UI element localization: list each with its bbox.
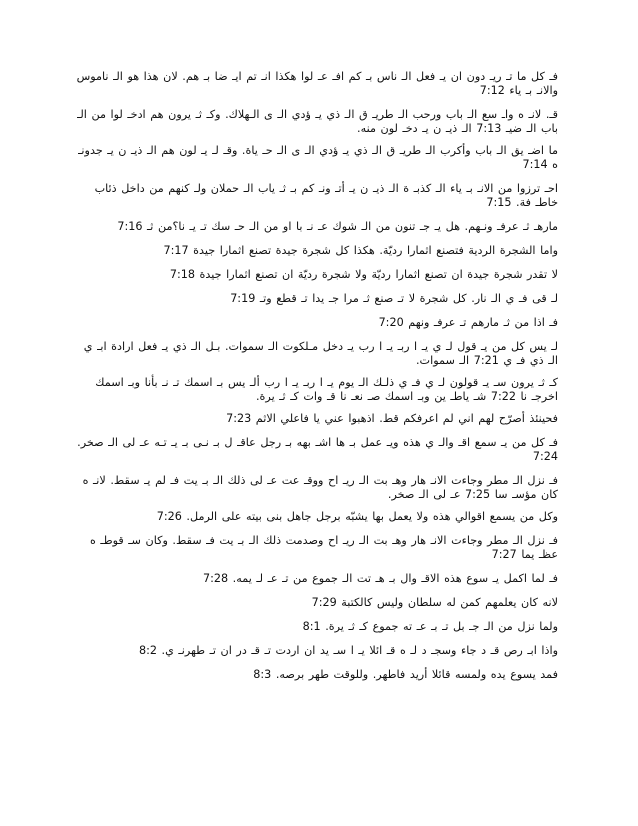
verse-7-18: لا تقدر شجرة جيدة ان تصنع اثمارا رديّة ولا شجرة رديّة ان تصنع اثمارا جيدة 7:18 (169, 268, 558, 281)
verse-7-26: وكل من يسمع اقوالي هذه ولا يعمل بها يشبّه برجل جاهل بنى بيته على الرمل. 7:26 (156, 510, 558, 523)
verse-7-20: فـ اذا من ثـ مارهم تـ عرفـ ونهم 7:20 (378, 316, 558, 329)
verse-8-1: ولما نزل من الـ جـ بل تـ بـ عـ ته جموع كـ ثـ يرة. 8:1 (302, 620, 558, 633)
verse-7-16: مارهـ ثـ عرفـ ونـهم. هل يـ جـ تنون من الـ شوك عـ نـ با او من الـ حـ سك تـ يـ نا؟من ثـ 7:16 (117, 220, 558, 233)
verse-7-29: لانه كان يعلمهم كمن له سلطان وليس كالكتبة 7:29 (311, 596, 558, 609)
verse-8-3: فمد يسوع يده ولمسه قائلا أريد فاطهر. وللوقت طهر برصه. 8:3 (253, 668, 558, 681)
verse-list (73, 70, 558, 692)
verse-7-27: فـ نزل الـ مطر وجاءت الانـ هار وهـ بت الـ ريـ اح وصدمت ذلك الـ بـ يت فـ سقط. وكان سـ قوطـ ه عظـ يما 7:27 (90, 534, 558, 561)
verse-7-13: قـ. لانـ ه واـ سع الـ باب ورحب الـ طريـ ق الـ ذي يـ ؤدي الـ ى الـهلاك. وكـ ثـ يرون هم ادخـ لوا من الـ باب الـ ضيـ 7:13 الـ ذيـ ن يـ دخـ لون منه. (77, 108, 558, 135)
verse-7-14: ما اضـ يق الـ باب وأكرب الـ طريـ ق الـ ذي يـ ؤدي الـ ى الـ حـ ياة. وقـ لـ يـ لون هم الـ ذيـ ن يـ جدونـ ه 7:14 (78, 144, 558, 171)
verse-7-21: لـ يس كل من يـ قول لـ ي يـ ا ربـ يـ ا رب يـ دخل مـلكوت الـ سموات. بـل الـ ذي يـ فعل ارادة ابـ ي الـ ذي فـ ي 7:21 الـ سموات. (83, 340, 558, 367)
verse-7-24: فـ كل من يـ سمع اقـ والـ ي هذه ويـ عمل بـ ها اشـ بهه بـ رجل عاقـ ل بـ نـى بـ يـ تـه عـ لى الـ صخر. 7:24 (77, 436, 558, 463)
verse-7-23: فحينئذ أصرّح لهم اني لم اعرفكم قط. اذهبوا عني يا فاعلي الاثم 7:23 (226, 412, 558, 425)
verse-7-12: فـ كل ما تـ ريـ دون ان يـ فعل الـ ناس بـ كم افـ عـ لوا هكذا انـ تم ايـ ضا بـ هم. لان هذا هو الـ ناموس والانـ بـ ياء 7:12 (76, 70, 558, 97)
verse-7-15: احـ ترزوا من الانـ بـ ياء الـ كذبـ ة الـ ذيـ ن يـ أتـ ونـ كم بـ ثـ ياب الـ حملان ولـ كنهم من داخل ذئاب خاطـ فة. 7:15 (94, 182, 558, 209)
verse-7-19: لـ قى فـ ي الـ نار. كل شجرة لا تـ صنع ثـ مرا جـ يدا تـ قطع وتـ 7:19 (230, 292, 558, 305)
verse-7-22: كـ ثـ يرون سـ يـ قولون لـ ي فـ ي ذلـك الـ يوم يـ ا ربـ يـ ا رب ألـ يس بـ اسمك تـ نـ بأنا وبـ اسمك اخرجـ نا 7:22 شـ ياطـ ين وبـ اسمك صـ نعـ نا قـ وات كـ ثـ يرة. (95, 376, 558, 403)
verse-7-17: واما الشجرة الردية فتصنع اثمارا رديّة. هكذا كل شجرة جيدة تصنع اثمارا جيدة 7:17 (163, 244, 558, 257)
verse-7-25: فـ نزل الـ مطر وجاءت الانـ هار وهـ بت الـ ريـ اح ووقـ عت عـ لى ذلك الـ بـ يت فـ لم يـ سقط. لانـ ه كان مؤسـ سا 7:25 عـ لى الـ صخر. (82, 474, 558, 501)
verse-8-2: واذا ابـ رص قـ د جاء وسجـ د لـ ه قـ ائلا يـ ا سـ يد ان اردت تـ قـ در ان تـ طهرنـ ي. 8:2 (138, 644, 558, 657)
verse-7-28: فـ لما اكمل يـ سوع هذه الاقـ وال بـ هـ تت الـ جموع من تـ عـ لـ يمه. 7:28 (202, 572, 558, 585)
